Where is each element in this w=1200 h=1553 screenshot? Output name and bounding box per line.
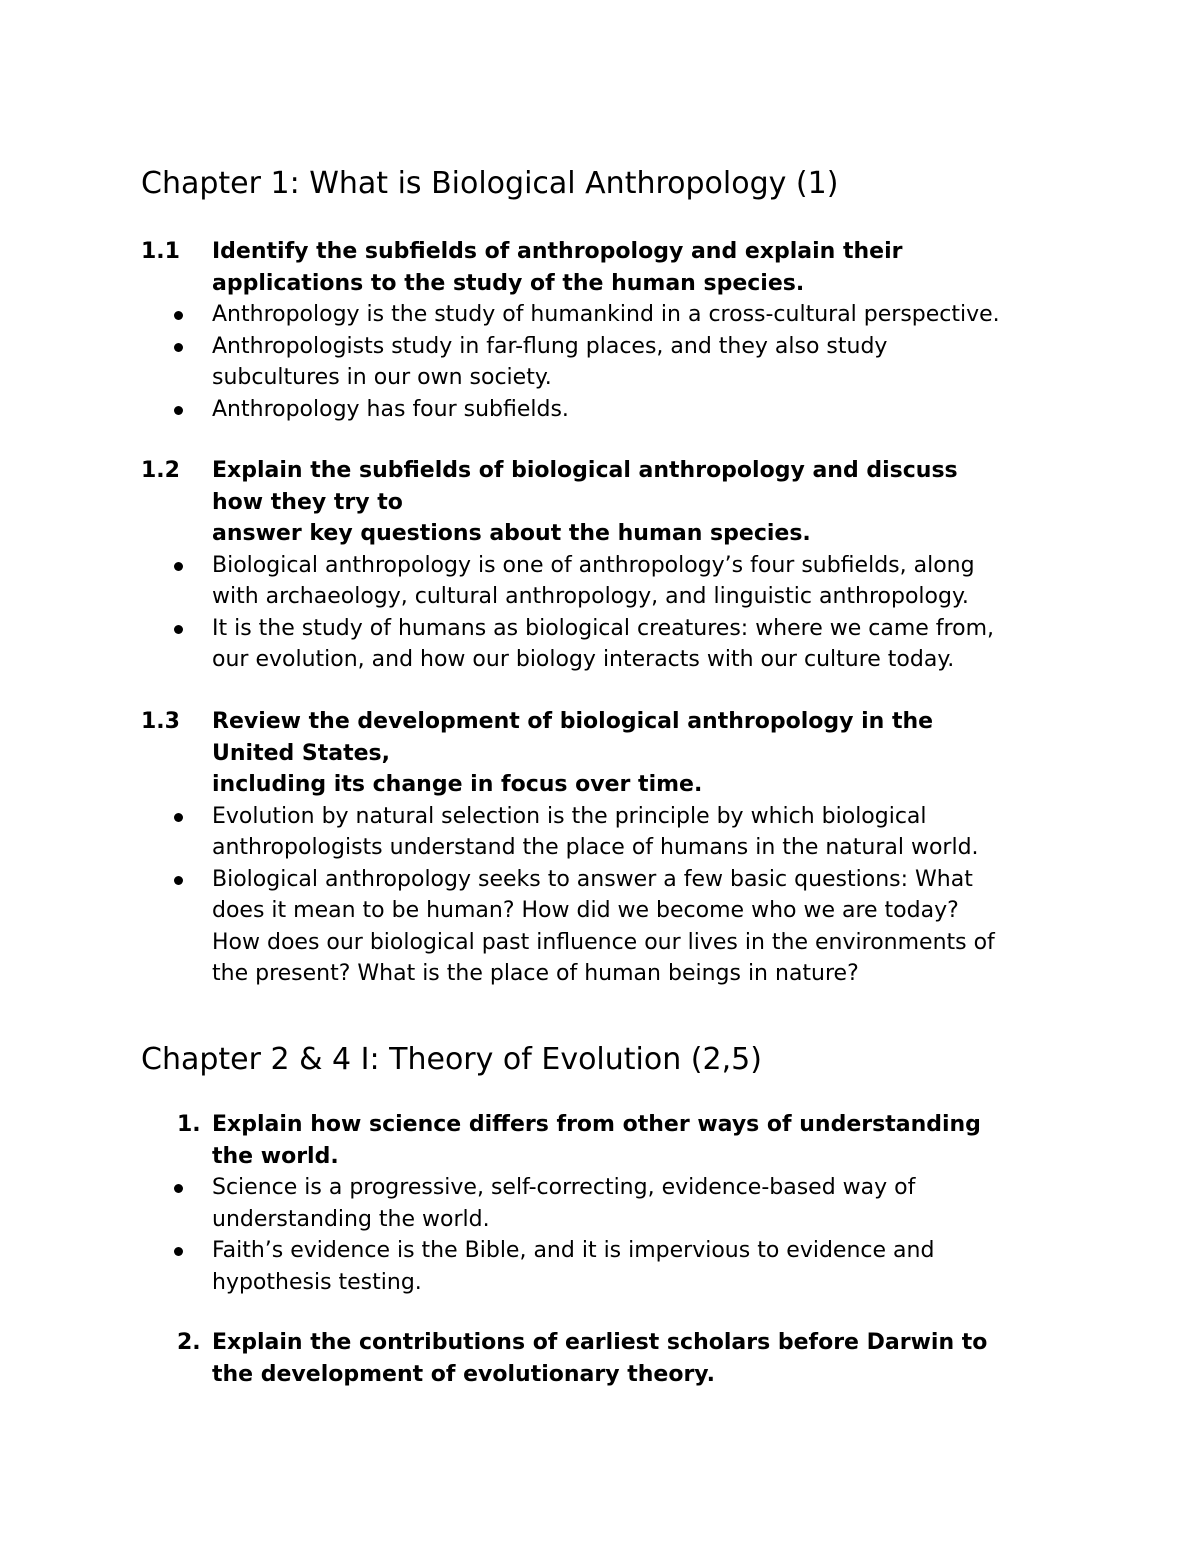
objective-number: 1.1 bbox=[141, 239, 180, 264]
bullet-line: does it mean to be human? How did we become who we are today? bbox=[212, 898, 959, 923]
bullet-icon bbox=[174, 813, 183, 822]
bullet-line: Science is a progressive, self-correcting, evidence-based way of bbox=[212, 1175, 916, 1200]
bullet-line: understanding the world. bbox=[212, 1206, 490, 1232]
objective-title-line: applications to the study of the human species. bbox=[212, 270, 805, 296]
objective-title-line: answer key questions about the human species. bbox=[212, 521, 811, 546]
bullet-line: Biological anthropology seeks to answer a few basic questions: What bbox=[212, 866, 973, 892]
objective-title-line: the world. bbox=[212, 1143, 339, 1169]
objective-number: 1.2 bbox=[141, 458, 180, 483]
chapter-heading: Chapter 2 & 4 I: Theory of Evolution (2,5) bbox=[141, 1042, 762, 1077]
bullet-icon bbox=[174, 1247, 183, 1256]
objective-number: 2. bbox=[177, 1330, 201, 1355]
objective-title-line: United States, bbox=[212, 740, 391, 766]
bullet-list bbox=[141, 1172, 1061, 1298]
objective-number: 1.3 bbox=[141, 709, 180, 734]
bullet-item bbox=[141, 801, 1061, 864]
bullet-list bbox=[141, 299, 1061, 425]
objective-title-line: Review the development of biological anthropology in the bbox=[212, 709, 934, 734]
objective-title-line: the development of evolutionary theory. bbox=[212, 1361, 715, 1387]
learning-objective bbox=[141, 455, 1061, 676]
bullet-icon bbox=[174, 625, 183, 634]
bullet-item bbox=[141, 331, 1061, 394]
bullet-icon bbox=[174, 343, 183, 352]
objective-title-line: including its change in focus over time. bbox=[212, 772, 703, 797]
objective-title bbox=[212, 706, 1061, 801]
objective-title-line: Explain the contributions of earliest scholars before Darwin to bbox=[212, 1330, 988, 1355]
learning-objective bbox=[141, 1109, 1061, 1298]
objective-title bbox=[212, 1327, 1061, 1390]
bullet-line: How does our biological past influence our lives in the environments of bbox=[212, 929, 995, 955]
bullet-icon bbox=[174, 311, 183, 320]
bullet-item bbox=[141, 394, 1061, 426]
bullet-icon bbox=[174, 876, 183, 885]
bullet-line: with archaeology, cultural anthropology, and linguistic anthropology. bbox=[212, 584, 969, 609]
bullet-line: Anthropologists study in far-flung places, and they also study bbox=[212, 333, 888, 359]
objective-title-line: how they try to bbox=[212, 489, 403, 515]
objective-title-line: Explain the subfields of biological anthropology and discuss bbox=[212, 458, 958, 483]
objective-number: 1. bbox=[177, 1112, 201, 1137]
chapter-heading: Chapter 1: What is Biological Anthropology (1) bbox=[141, 166, 839, 201]
bullet-line: our evolution, and how our biology interacts with our culture today. bbox=[212, 647, 955, 672]
objective-title-line: Explain how science differs from other ways of understanding bbox=[212, 1112, 981, 1137]
bullet-item bbox=[141, 1235, 1061, 1298]
bullet-list bbox=[141, 550, 1061, 676]
learning-objective bbox=[141, 706, 1061, 990]
bullet-line: Evolution by natural selection is the principle by which biological bbox=[212, 803, 927, 829]
bullet-item bbox=[141, 864, 1061, 990]
bullet-line: anthropologists understand the place of humans in the natural world. bbox=[212, 835, 979, 860]
objective-title bbox=[212, 1109, 1061, 1172]
bullet-line: Anthropology is the study of humankind in a cross-cultural perspective. bbox=[212, 302, 1000, 327]
learning-objective bbox=[141, 1327, 1061, 1390]
bullet-line: the present? What is the place of human beings in nature? bbox=[212, 961, 859, 986]
bullet-line: Biological anthropology is one of anthropology’s four subfields, along bbox=[212, 552, 975, 578]
bullet-list bbox=[141, 801, 1061, 990]
bullet-icon bbox=[174, 562, 183, 571]
objective-title bbox=[212, 236, 1061, 299]
bullet-line: Anthropology has four subfields. bbox=[212, 396, 569, 422]
objective-title bbox=[212, 455, 1061, 550]
bullet-line: subcultures in our own society. bbox=[212, 365, 552, 390]
bullet-line: Faith’s evidence is the Bible, and it is impervious to evidence and bbox=[212, 1238, 935, 1263]
bullet-item bbox=[141, 550, 1061, 613]
bullet-icon bbox=[174, 406, 183, 415]
bullet-line: hypothesis testing. bbox=[212, 1269, 422, 1295]
learning-objective bbox=[141, 236, 1061, 425]
bullet-item bbox=[141, 613, 1061, 676]
bullet-icon bbox=[174, 1184, 183, 1193]
bullet-line: It is the study of humans as biological creatures: where we came from, bbox=[212, 615, 994, 641]
objective-title-line: Identify the subfields of anthropology and explain their bbox=[212, 239, 903, 264]
bullet-item bbox=[141, 1172, 1061, 1235]
bullet-item bbox=[141, 299, 1061, 331]
